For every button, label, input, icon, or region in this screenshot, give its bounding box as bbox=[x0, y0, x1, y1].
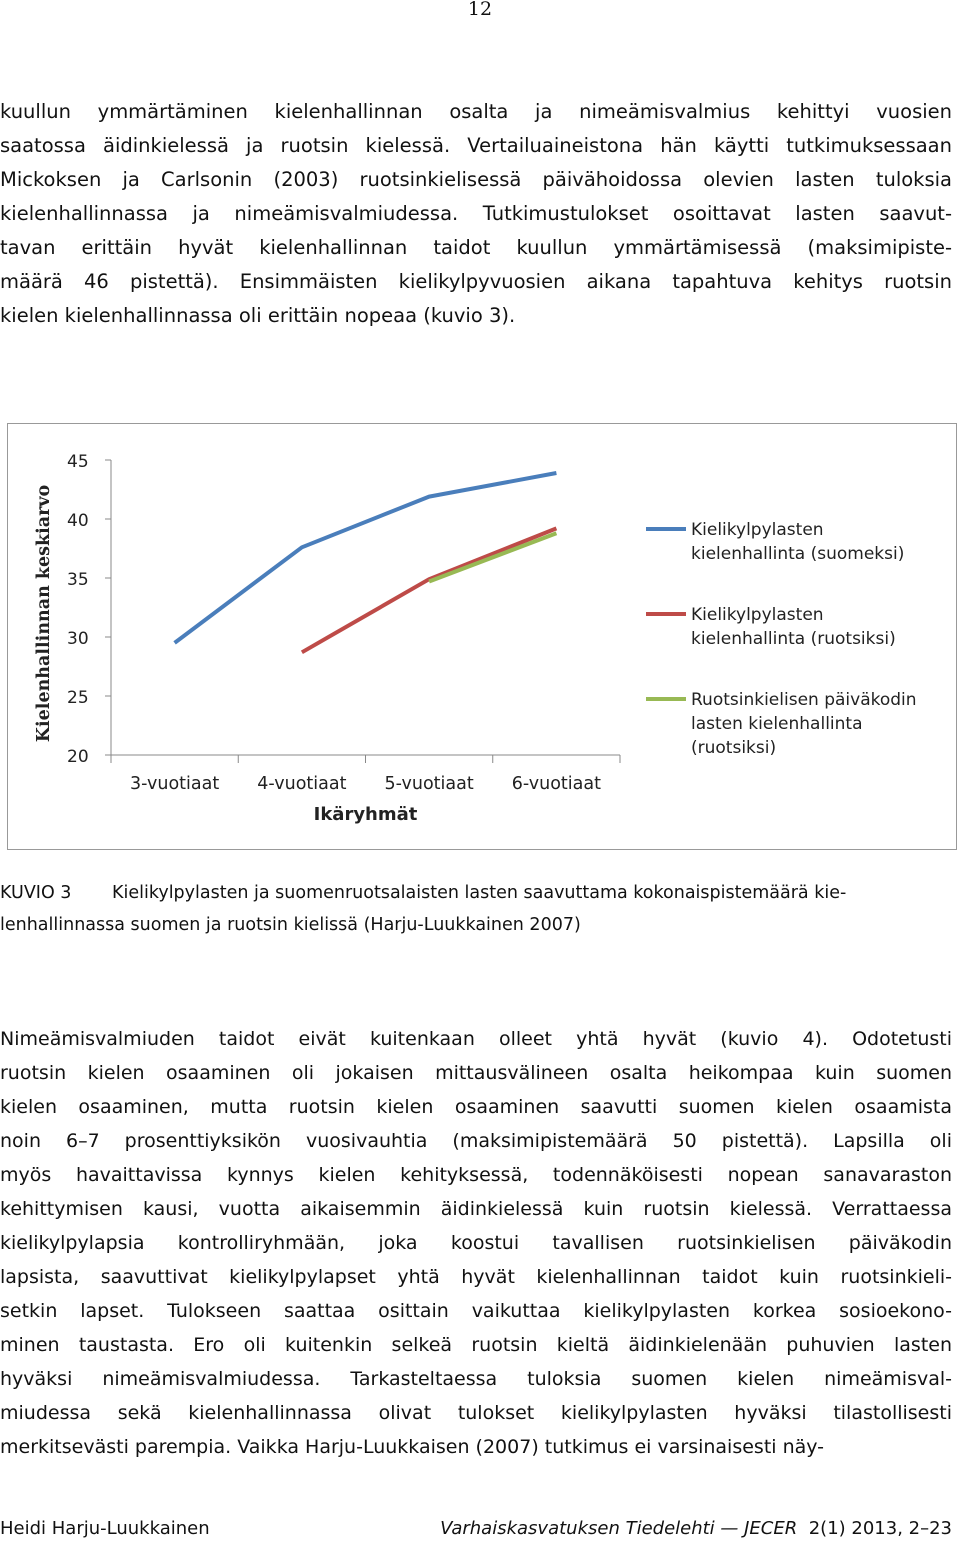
x-tick-label: 4-vuotiaat bbox=[257, 774, 347, 794]
legend-label-3: Ruotsinkielisen päiväkodin bbox=[691, 690, 917, 710]
legend-label-2: kielenhallinta (ruotsiksi) bbox=[691, 629, 896, 649]
y-axis-title: Kielenhallinnan keskiarvo bbox=[34, 484, 54, 743]
paragraph-body-line: Nimeämisvalmiuden taidot eivät kuitenkaan olleet yhtä hyvät (kuvio 4). Odotetusti bbox=[0, 1028, 952, 1050]
paragraph-intro-line: määrä 46 pistettä). Ensimmäisten kielikylpyvuosien aikana tapahtuva kehitys ruotsin bbox=[0, 270, 952, 293]
x-tick-label: 5-vuotiaat bbox=[384, 774, 474, 794]
y-tick-label: 35 bbox=[67, 570, 89, 590]
x-tick-label: 3-vuotiaat bbox=[130, 774, 220, 794]
legend-label-1: Kielikylpylasten bbox=[691, 520, 824, 540]
paragraph-body-line: kielen osaaminen, mutta ruotsin kielen osaaminen saavutti suomen kielen osaamista bbox=[0, 1096, 952, 1118]
figure-chart bbox=[7, 423, 957, 850]
x-tick-label: 6-vuotiaat bbox=[511, 774, 601, 794]
paragraph-body-line: kielikylpylapsia kontrolliryhmään, joka koostui tavallisen ruotsinkielisen päiväkodin bbox=[0, 1232, 952, 1254]
paragraph-intro-line: kuullun ymmärtäminen kielenhallinnan osalta ja nimeämisvalmius kehittyi vuosien bbox=[0, 100, 952, 123]
paragraph-intro-line: kielen kielenhallinnassa oli erittäin nopeaa (kuvio 3). bbox=[0, 304, 516, 327]
legend-label-3: lasten kielenhallinta bbox=[691, 714, 863, 734]
paragraph-body-line: lapsista, saavuttivat kielikylpylapset yhtä hyvät kielenhallinnan taidot kuin ruotsinkieli- bbox=[0, 1266, 952, 1288]
paragraph-intro-line: Mickoksen ja Carlsonin (2003) ruotsinkielisessä päivähoidossa olevien lasten tuloksia bbox=[0, 168, 952, 191]
paragraph-body-line: minen taustasta. Ero oli kuitenkin selkeä ruotsin kieltä äidinkielenään puhuvien lasten bbox=[0, 1334, 952, 1356]
footer-volume: 2(1) 2013, 2–23 bbox=[808, 1518, 952, 1539]
footer-journal bbox=[440, 1518, 952, 1539]
page-footer bbox=[0, 1518, 952, 1548]
legend-label-3: (ruotsiksi) bbox=[691, 738, 777, 758]
page-number: 12 bbox=[467, 0, 493, 20]
paragraph-intro bbox=[0, 95, 952, 333]
x-axis-title: Ikäryhmät bbox=[313, 804, 418, 825]
paragraph-body-line: myös havaittavissa kynnys kielen kehityksessä, todennäköisesti nopean sanavaraston bbox=[0, 1164, 952, 1186]
caption-line-1: Kielikylpylasten ja suomenruotsalaisten lasten saavuttama kokonaispistemäärä kie- bbox=[112, 883, 847, 903]
legend-label-2: Kielikylpylasten bbox=[691, 605, 824, 625]
paragraph-body-line: kehittymisen kausi, vuotta aikaisemmin äidinkielessä kuin ruotsin kielessä. Verrattaessa bbox=[0, 1198, 952, 1220]
series-line-3 bbox=[429, 533, 556, 581]
paragraph-body-line: setkin lapset. Tulokseen saattaa osittain vaikuttaa kielikylpylasten korkea sosioekono- bbox=[0, 1300, 952, 1322]
paragraph-body-line: hyväksi nimeämisvalmiudessa. Tarkasteltaessa tuloksia suomen kielen nimeämisval- bbox=[0, 1368, 952, 1390]
y-tick-label: 45 bbox=[67, 452, 89, 472]
caption-line-2: lenhallinnassa suomen ja ruotsin kielissä (Harju-Luukkainen 2007) bbox=[0, 915, 581, 935]
y-tick-label: 30 bbox=[67, 629, 89, 649]
y-tick-label: 20 bbox=[67, 747, 89, 767]
y-tick-label: 25 bbox=[67, 688, 89, 708]
figure-caption bbox=[0, 877, 952, 941]
paragraph-body-line: noin 6–7 prosenttiyksikön vuosivauhtia (maksimipistemäärä 50 pistettä). Lapsilla oli bbox=[0, 1130, 952, 1152]
footer-journal-name: Varhaiskasvatuksen Tiedelehti — JECER bbox=[440, 1518, 798, 1539]
paragraph-intro-line: kielenhallinnassa ja nimeämisvalmiudessa. Tutkimustulokset osoittavat lasten saavut- bbox=[0, 202, 952, 225]
paragraph-intro-line: tavan erittäin hyvät kielenhallinnan taidot kuullun ymmärtämisessä (maksimipiste- bbox=[0, 236, 952, 259]
line-chart bbox=[8, 424, 958, 851]
caption-label: KUVIO 3 bbox=[0, 883, 72, 903]
paragraph-body-line: miudessa sekä kielenhallinnassa olivat tulokset kielikylpylasten hyväksi tilastollisesti bbox=[0, 1402, 952, 1424]
paragraph-intro-line: saatossa äidinkielessä ja ruotsin kielessä. Vertailuaineistona hän käytti tutkimuksessaan bbox=[0, 134, 952, 157]
y-tick-label: 40 bbox=[67, 511, 89, 531]
paragraph-body-line: ruotsin kielen osaaminen oli jokaisen mittausvälineen osalta heikompaa kuin suomen bbox=[0, 1062, 952, 1084]
paragraph-body bbox=[0, 1022, 952, 1464]
footer-author: Heidi Harju-Luukkainen bbox=[0, 1518, 210, 1539]
legend-label-1: kielenhallinta (suomeksi) bbox=[691, 544, 905, 564]
paragraph-body-line: merkitsevästi parempia. Vaikka Harju-Luukkaisen (2007) tutkimus ei varsinaisesti näy- bbox=[0, 1436, 825, 1458]
